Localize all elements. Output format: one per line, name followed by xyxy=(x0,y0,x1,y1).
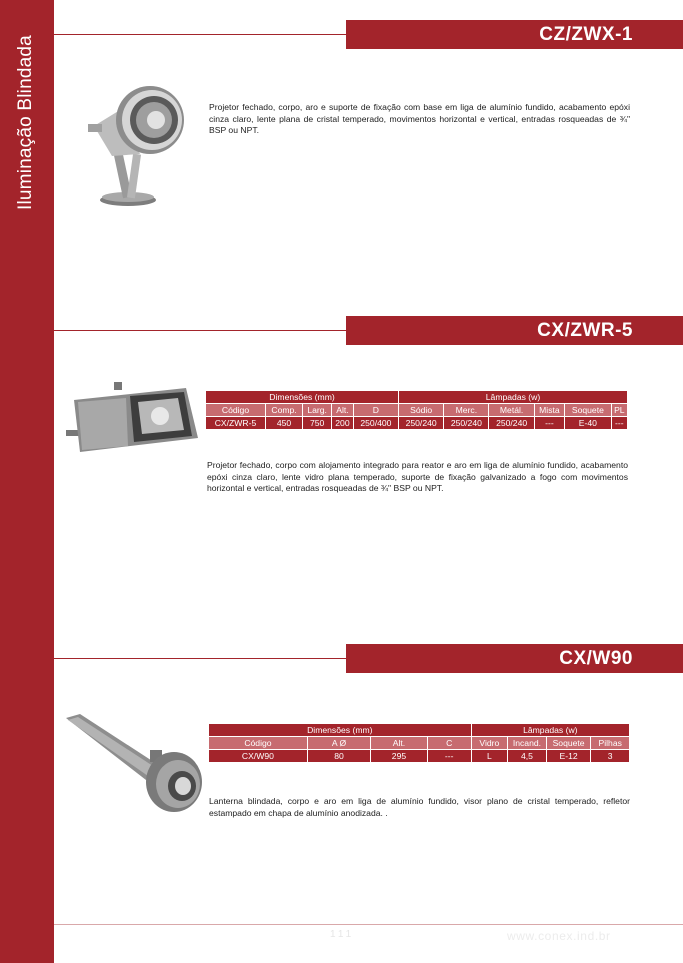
flashlight-photo xyxy=(60,712,204,824)
sidebar-title: Iluminação Blindada xyxy=(15,35,36,210)
lamps-group-header: Lâmpadas (w) xyxy=(399,391,628,404)
column-header: D xyxy=(353,404,398,417)
column-header: Sódio xyxy=(399,404,444,417)
column-header: Merc. xyxy=(444,404,489,417)
section-rule xyxy=(54,330,346,331)
table-cell: E-12 xyxy=(546,750,591,763)
sidebar xyxy=(0,0,54,963)
product-title: CZ/ZWX-1 xyxy=(346,20,683,49)
dimensions-group-header: Dimensões (mm) xyxy=(206,391,399,404)
product-description: Projetor fechado, corpo com alojamento integrado para reator e aro em liga de alumínio fundido, acabamento epóxi cinza claro, lente vidro plana temperado, suporte de fixação galvanizado a fogo com movimentos horizontal e vertical, entradas rosqueadas de ¾" BSP ou NPT. xyxy=(207,460,628,493)
column-header: PL xyxy=(611,404,627,417)
product-description: Projetor fechado, corpo, aro e suporte de fixação com base em liga de alumínio fundido, acabamento epóxi cinza claro, lente plana de cristal temperado, movimentos horizontal e vertical, entradas rosqueadas de ¾" BSP ou NPT. xyxy=(209,102,630,135)
table-cell: CX/W90 xyxy=(209,750,308,763)
lamps-group-header: Lâmpadas (w) xyxy=(471,724,629,737)
table-cell: 4,5 xyxy=(508,750,547,763)
table-cell: 250/240 xyxy=(399,417,444,430)
table-cell: 3 xyxy=(591,750,630,763)
table-cell: 250/240 xyxy=(444,417,489,430)
page-number: 111 xyxy=(330,929,355,940)
product-description: Lanterna blindada, corpo e aro em liga de alumínio fundido, visor plano de cristal temperado, refletor estampado em chapa de alumínio anodizada. . xyxy=(209,796,630,818)
spec-table xyxy=(205,390,628,430)
table-cell: E-40 xyxy=(565,417,612,430)
table-cell: 200 xyxy=(332,417,354,430)
table-cell: 80 xyxy=(307,750,370,763)
table-cell: 450 xyxy=(266,417,303,430)
column-header: Soquete xyxy=(565,404,612,417)
footer-url: www.conex.ind.br xyxy=(507,929,611,943)
footer-rule xyxy=(54,924,683,925)
table-cell: 250/400 xyxy=(353,417,398,430)
table-cell: --- xyxy=(534,417,564,430)
column-header: Metál. xyxy=(489,404,534,417)
column-header: Vidro xyxy=(471,737,507,750)
product-title: CX/W90 xyxy=(346,644,683,673)
table-cell: L xyxy=(471,750,507,763)
table-cell: 250/240 xyxy=(489,417,534,430)
column-header: Comp. xyxy=(266,404,303,417)
column-header: Soquete xyxy=(546,737,591,750)
table-cell: 295 xyxy=(371,750,428,763)
table-cell: 750 xyxy=(303,417,332,430)
dimensions-group-header: Dimensões (mm) xyxy=(209,724,472,737)
column-header: Alt. xyxy=(332,404,354,417)
section-rule xyxy=(54,34,346,35)
section-rule xyxy=(54,658,346,659)
column-header: Pilhas xyxy=(591,737,630,750)
table-cell: CX/ZWR-5 xyxy=(206,417,266,430)
column-header: Código xyxy=(206,404,266,417)
table-cell: --- xyxy=(427,750,471,763)
column-header: Mista xyxy=(534,404,564,417)
product-title: CX/ZWR-5 xyxy=(346,316,683,345)
column-header: Incand. xyxy=(508,737,547,750)
spec-table xyxy=(208,723,630,763)
column-header: A Ø xyxy=(307,737,370,750)
column-header: Código xyxy=(209,737,308,750)
column-header: Larg. xyxy=(303,404,332,417)
column-header: Alt. xyxy=(371,737,428,750)
floodlight-photo xyxy=(66,382,200,458)
table-cell: --- xyxy=(611,417,627,430)
floodlight-photo xyxy=(82,84,194,210)
column-header: C xyxy=(427,737,471,750)
